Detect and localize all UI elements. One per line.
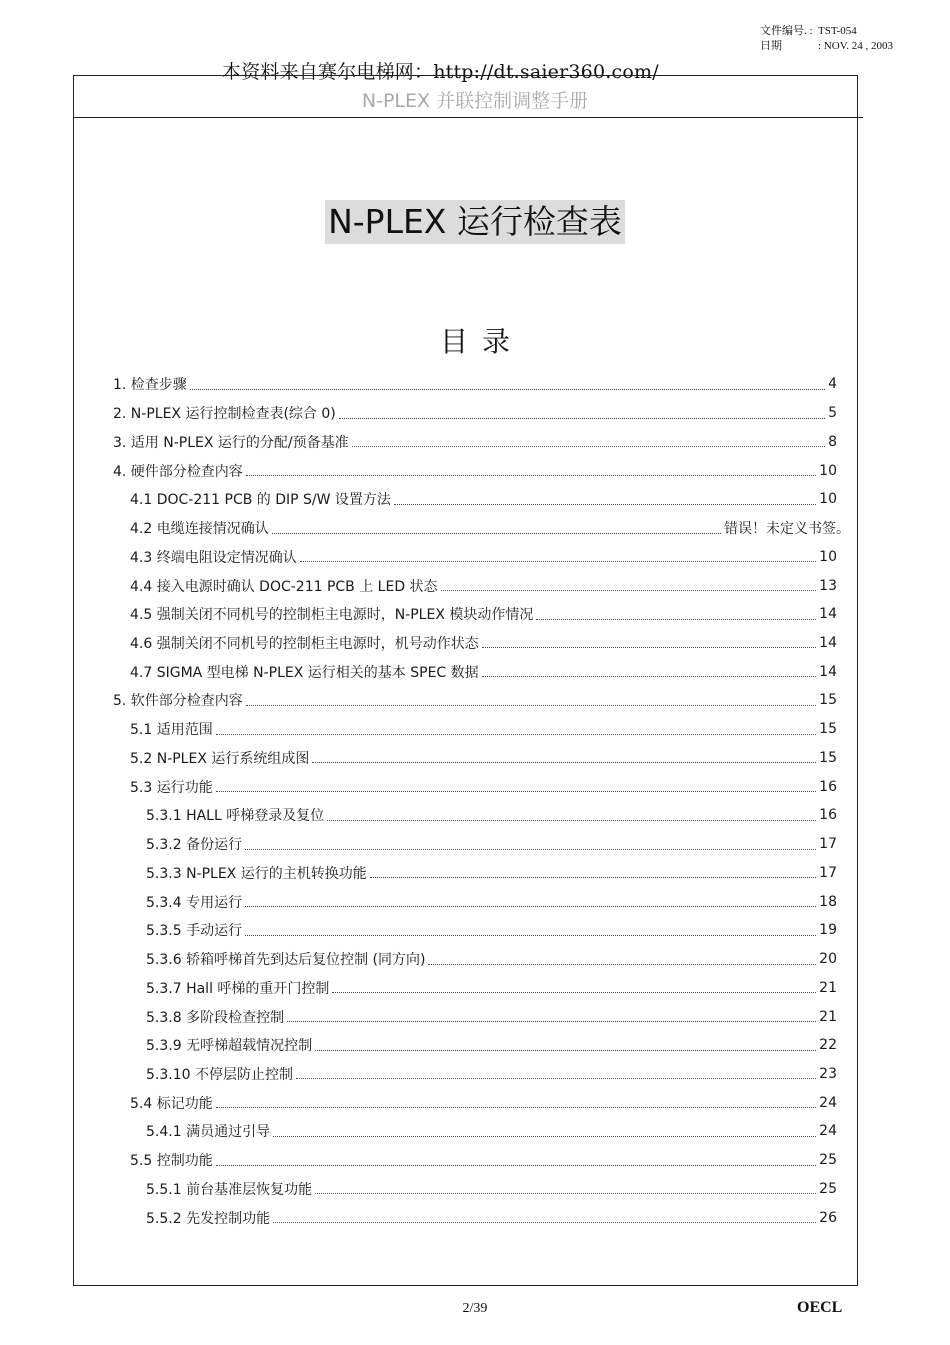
toc-entry-label: 5.1 适用范围: [130, 722, 213, 739]
toc-dot-leader: [352, 446, 825, 447]
toc-entry[interactable]: [0, 542, 950, 571]
toc-dot-leader: [272, 533, 721, 534]
toc-entry-label: 4.1 DOC-211 PCB 的 DIP S/W 设置方法: [130, 492, 391, 509]
toc-entry-page: 23: [819, 1065, 837, 1082]
toc-entry-label: 4.4 接入电源时确认 DOC-211 PCB 上 LED 状态: [130, 578, 438, 595]
toc-dot-leader: [216, 791, 816, 792]
toc-entry[interactable]: [0, 772, 950, 801]
toc-entry[interactable]: [0, 456, 950, 485]
toc-dot-leader: [245, 906, 816, 907]
toc-dot-leader: [482, 676, 817, 677]
toc-dot-leader: [441, 590, 817, 591]
toc-entry-page: 14: [819, 663, 837, 680]
toc-entry[interactable]: [0, 399, 950, 428]
source-banner: 本资料来自赛尔电梯网：http://dt.saier360.com/: [222, 61, 659, 83]
toc-entry-page: 25: [819, 1180, 837, 1197]
toc-entry-label: 5.3.1 HALL 呼梯登录及复位: [146, 808, 325, 825]
toc-entry-page: 8: [828, 433, 837, 450]
toc-entry[interactable]: [0, 1060, 950, 1089]
doc-date-row: [760, 39, 893, 54]
toc-entry-label: 4.5 强制关闭不同机号的控制柜主电源时，N-PLEX 模块动作情况: [130, 607, 534, 624]
manual-title: N-PLEX 并联控制调整手册: [361, 90, 589, 112]
toc-entry-label: 4.3 终端电阻设定情况确认: [130, 549, 297, 566]
toc-entry-label: 5.4 标记功能: [130, 1095, 213, 1112]
toc-entry-label: 5.3.6 轿箱呼梯首先到达后复位控制 (同方向): [146, 952, 426, 969]
doc-date-label: 日期: [760, 40, 782, 52]
toc-entry[interactable]: [0, 427, 950, 456]
toc-dot-leader: [245, 849, 816, 850]
toc-entry-label: 5.3 运行功能: [130, 779, 213, 796]
toc-entry-label: 5.3.8 多阶段检查控制: [146, 1009, 285, 1026]
doc-number-value: TST-054: [818, 25, 857, 37]
doc-number-label: 文件编号. :: [760, 25, 813, 37]
toc-entry-page: 10: [819, 548, 837, 565]
toc-entry-label: 5.5.2 先发控制功能: [146, 1210, 271, 1227]
toc-entry-page: 错误！未定义书签。: [724, 521, 850, 538]
toc-entry-page: 21: [819, 1008, 837, 1025]
toc-entry[interactable]: [0, 744, 950, 773]
toc-entry-page: 17: [819, 836, 837, 853]
toc-dot-leader: [216, 734, 816, 735]
table-of-contents: [0, 370, 950, 1232]
toc-entry-label: 5.3.2 备份运行: [146, 837, 243, 854]
main-title-container: [0, 200, 950, 244]
toc-dot-leader: [246, 705, 816, 706]
toc-dot-leader: [332, 992, 816, 993]
toc-entry-page: 14: [819, 634, 837, 651]
toc-dot-leader: [190, 389, 825, 390]
toc-entry-page: 15: [819, 692, 837, 709]
toc-dot-leader: [327, 820, 816, 821]
toc-dot-leader: [216, 1165, 816, 1166]
toc-dot-leader: [482, 647, 816, 648]
toc-entry-label: 5.5 控制功能: [130, 1153, 213, 1170]
toc-entry-label: 4.6 强制关闭不同机号的控制柜主电源时，机号动作状态: [130, 635, 479, 652]
toc-dot-leader: [246, 475, 816, 476]
toc-entry[interactable]: [0, 1203, 950, 1232]
toc-entry-page: 20: [819, 951, 837, 968]
toc-entry-label: 4. 硬件部分检查内容: [113, 463, 243, 480]
toc-entry[interactable]: [0, 686, 950, 715]
toc-entry-label: 3. 适用 N-PLEX 运行的分配/预备基准: [113, 434, 349, 451]
toc-entry-page: 4: [828, 376, 837, 393]
toc-dot-leader: [428, 964, 816, 965]
toc-heading: 目录: [439, 325, 524, 358]
toc-entry-label: 5. 软件部分检查内容: [113, 693, 243, 710]
toc-entry-label: 5.3.5 手动运行: [146, 923, 243, 940]
toc-entry-label: 4.2 电缆连接情况确认: [130, 521, 269, 538]
toc-entry[interactable]: [0, 801, 950, 830]
toc-dot-leader: [315, 1193, 816, 1194]
toc-entry[interactable]: [0, 715, 950, 744]
toc-dot-leader: [394, 504, 816, 505]
toc-entry-label: 1. 检查步骤: [113, 377, 187, 394]
toc-dot-leader: [273, 1222, 816, 1223]
toc-entry-label: 5.3.3 N-PLEX 运行的主机转换功能: [146, 865, 367, 882]
document-meta: [760, 24, 893, 54]
toc-entry-page: 25: [819, 1152, 837, 1169]
toc-entry[interactable]: [0, 1002, 950, 1031]
toc-dot-leader: [312, 762, 816, 763]
toc-dot-leader: [315, 1050, 816, 1051]
toc-entry-label: 5.4.1 满员通过引导: [146, 1124, 271, 1141]
toc-entry-label: 2. N-PLEX 运行控制检查表(综合 0): [113, 406, 336, 423]
toc-entry-page: 24: [819, 1094, 837, 1111]
toc-entry[interactable]: [0, 830, 950, 859]
toc-entry-page: 10: [819, 462, 837, 479]
toc-entry-label: 5.3.7 Hall 呼梯的重开门控制: [146, 980, 330, 997]
toc-entry-page: 15: [819, 721, 837, 738]
toc-entry-page: 15: [819, 749, 837, 766]
toc-entry-page: 22: [819, 1037, 837, 1054]
toc-entry[interactable]: [0, 945, 950, 974]
toc-entry-label: 5.3.4 专用运行: [146, 894, 243, 911]
toc-dot-leader: [296, 1078, 816, 1079]
company-mark: OECL: [797, 1299, 843, 1316]
toc-entry-page: 26: [819, 1209, 837, 1226]
toc-entry-page: 16: [819, 778, 837, 795]
toc-entry-label: 5.2 N-PLEX 运行系统组成图: [130, 750, 310, 767]
toc-entry[interactable]: [0, 858, 950, 887]
toc-dot-leader: [287, 1021, 816, 1022]
toc-entry[interactable]: [0, 514, 950, 543]
toc-dot-leader: [300, 561, 816, 562]
toc-dot-leader: [216, 1107, 816, 1108]
toc-entry[interactable]: [0, 973, 950, 1002]
toc-entry[interactable]: [0, 1117, 950, 1146]
toc-entry-page: 21: [819, 979, 837, 996]
toc-entry-page: 5: [828, 405, 837, 422]
toc-entry[interactable]: [0, 370, 950, 399]
toc-dot-leader: [273, 1136, 816, 1137]
toc-entry-page: 10: [819, 491, 837, 508]
toc-entry[interactable]: [0, 485, 950, 514]
toc-entry-page: 13: [819, 577, 837, 594]
toc-entry-page: 17: [819, 864, 837, 881]
toc-dot-leader: [536, 619, 816, 620]
toc-entry-page: 18: [819, 893, 837, 910]
toc-dot-leader: [370, 877, 816, 878]
toc-entry-page: 19: [819, 922, 837, 939]
toc-entry-page: 16: [819, 807, 837, 824]
toc-entry[interactable]: [0, 1146, 950, 1175]
toc-entry[interactable]: [0, 657, 950, 686]
toc-dot-leader: [245, 935, 816, 936]
toc-entry-label: 4.7 SIGMA 型电梯 N-PLEX 运行相关的基本 SPEC 数据: [130, 664, 479, 681]
toc-entry[interactable]: [0, 1031, 950, 1060]
doc-number-row: [760, 24, 893, 39]
toc-entry-label: 5.3.9 无呼梯超载情况控制: [146, 1038, 313, 1055]
toc-entry-page: 24: [819, 1123, 837, 1140]
toc-entry[interactable]: [0, 916, 950, 945]
toc-entry-label: 5.5.1 前台基准层恢复功能: [146, 1181, 313, 1198]
toc-entry[interactable]: [0, 629, 950, 658]
toc-entry[interactable]: [0, 571, 950, 600]
toc-entry-page: 14: [819, 606, 837, 623]
toc-entry[interactable]: [0, 600, 950, 629]
main-title: N-PLEX 运行检查表: [325, 200, 625, 244]
page-number: 2/39: [462, 1301, 488, 1316]
toc-entry[interactable]: [0, 1175, 950, 1204]
toc-entry[interactable]: [0, 887, 950, 916]
header-divider: [73, 117, 863, 118]
toc-entry[interactable]: [0, 1088, 950, 1117]
toc-dot-leader: [339, 418, 825, 419]
toc-entry-label: 5.3.10 不停层防止控制: [146, 1066, 293, 1083]
doc-date-value: : NOV. 24 , 2003: [818, 40, 893, 52]
